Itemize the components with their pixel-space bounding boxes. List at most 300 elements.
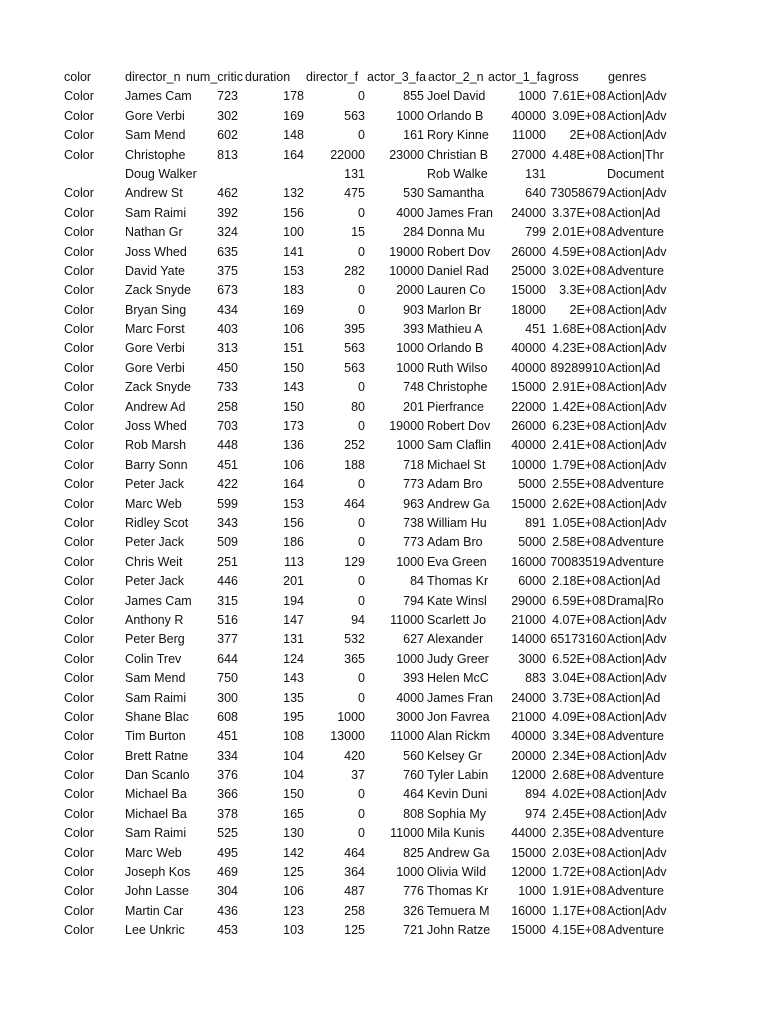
gross-cell[interactable]: 70083519 [550, 554, 606, 569]
duration-cell[interactable]: 142 [283, 845, 304, 860]
num-critic-cell[interactable]: 422 [217, 477, 238, 492]
actor-1-fb-cell[interactable]: 15000 [511, 845, 546, 860]
duration-cell[interactable]: 195 [283, 709, 304, 724]
actor-1-fb-cell[interactable]: 5000 [518, 477, 546, 492]
color-cell[interactable]: Color [64, 612, 94, 627]
num-critic-cell[interactable]: 315 [217, 593, 238, 608]
actor-2-name-cell[interactable]: Donna Mu [427, 225, 485, 240]
actor-3-fb-cell[interactable]: 464 [403, 787, 424, 802]
director-fb-cell[interactable]: 532 [344, 632, 365, 647]
color-cell[interactable]: Color [64, 554, 94, 569]
director-name-cell[interactable]: Marc Web [125, 496, 182, 511]
director-name-cell[interactable]: Andrew Ad [125, 399, 186, 414]
num-critic-cell[interactable]: 635 [217, 244, 238, 259]
header-cell-actor-1-fb[interactable]: actor_1_fa [488, 70, 548, 84]
color-cell[interactable]: Color [64, 671, 94, 686]
director-fb-cell[interactable]: 37 [351, 768, 365, 783]
genres-cell[interactable]: Adventure [607, 554, 664, 569]
color-cell[interactable]: Color [64, 496, 94, 511]
gross-cell[interactable]: 73058679 [550, 186, 606, 201]
director-name-cell[interactable]: Doug Walker [125, 166, 197, 181]
actor-3-fb-cell[interactable]: 19000 [389, 244, 424, 259]
gross-cell[interactable]: 2E+08 [569, 302, 606, 317]
gross-cell[interactable]: 4.07E+08 [552, 612, 606, 627]
actor-3-fb-cell[interactable]: 10000 [389, 263, 424, 278]
director-fb-cell[interactable]: 125 [344, 923, 365, 938]
actor-2-name-cell[interactable]: Marlon Br [427, 302, 482, 317]
actor-3-fb-cell[interactable]: 11000 [390, 612, 424, 627]
gross-cell[interactable]: 1.42E+08 [552, 399, 606, 414]
num-critic-cell[interactable]: 324 [217, 225, 238, 240]
gross-cell[interactable]: 4.09E+08 [552, 709, 606, 724]
gross-cell[interactable] [546, 165, 606, 184]
actor-3-fb-cell[interactable]: 718 [403, 457, 424, 472]
actor-2-name-cell[interactable]: John Ratze [427, 923, 491, 938]
color-cell[interactable] [64, 165, 122, 184]
director-name-cell[interactable]: Chris Weit [125, 554, 183, 569]
duration-cell[interactable]: 183 [283, 283, 304, 298]
genres-cell[interactable]: Adventure [607, 263, 664, 278]
gross-cell[interactable]: 1.79E+08 [552, 457, 606, 472]
duration-cell[interactable]: 151 [283, 341, 304, 356]
actor-2-name-cell[interactable]: Joel David [427, 89, 486, 104]
director-name-cell[interactable]: Shane Blac [125, 709, 189, 724]
num-critic-cell[interactable]: 723 [217, 89, 238, 104]
genres-cell[interactable]: Action|Ad [607, 574, 661, 589]
actor-2-name-cell[interactable]: Temuera M [427, 903, 490, 918]
director-name-cell[interactable]: David Yate [125, 263, 185, 278]
color-cell[interactable]: Color [64, 748, 94, 763]
director-fb-cell[interactable]: 0 [358, 89, 365, 104]
color-cell[interactable]: Color [64, 457, 94, 472]
actor-1-fb-cell[interactable]: 18000 [511, 302, 546, 317]
header-cell-actor-2-name[interactable]: actor_2_n [428, 70, 484, 84]
duration-cell[interactable]: 169 [283, 108, 304, 123]
num-critic-cell[interactable]: 599 [217, 496, 238, 511]
genres-cell[interactable]: Action|Adv [607, 438, 667, 453]
director-fb-cell[interactable]: 0 [358, 826, 365, 841]
director-fb-cell[interactable]: 258 [344, 903, 365, 918]
director-name-cell[interactable]: Marc Web [125, 845, 182, 860]
actor-3-fb-cell[interactable]: 855 [403, 89, 424, 104]
duration-cell[interactable]: 164 [283, 477, 304, 492]
director-name-cell[interactable]: James Cam [125, 593, 192, 608]
actor-3-fb-cell[interactable]: 738 [403, 515, 424, 530]
gross-cell[interactable]: 2.68E+08 [552, 768, 606, 783]
actor-2-name-cell[interactable]: Scarlett Jo [427, 612, 487, 627]
num-critic-cell[interactable]: 304 [217, 884, 238, 899]
director-name-cell[interactable]: Bryan Sing [125, 302, 187, 317]
actor-3-fb-cell[interactable]: 1000 [396, 865, 424, 880]
genres-cell[interactable]: Action|Adv [607, 128, 667, 143]
actor-1-fb-cell[interactable]: 40000 [511, 108, 546, 123]
actor-2-name-cell[interactable]: James Fran [427, 205, 493, 220]
actor-2-name-cell[interactable]: Pierfrance [427, 399, 484, 414]
actor-2-name-cell[interactable]: Orlando B [427, 108, 484, 123]
actor-1-fb-cell[interactable]: 26000 [511, 419, 546, 434]
gross-cell[interactable]: 4.23E+08 [552, 341, 606, 356]
actor-1-fb-cell[interactable]: 974 [525, 806, 546, 821]
director-name-cell[interactable]: Joseph Kos [125, 865, 191, 880]
actor-1-fb-cell[interactable]: 6000 [518, 574, 546, 589]
genres-cell[interactable]: Action|Adv [607, 186, 667, 201]
header-cell-color[interactable]: color [64, 70, 92, 84]
duration-cell[interactable]: 143 [283, 671, 304, 686]
color-cell[interactable]: Color [64, 263, 94, 278]
genres-cell[interactable]: Adventure [607, 884, 664, 899]
actor-1-fb-cell[interactable]: 22000 [511, 399, 546, 414]
header-cell-gross[interactable]: gross [548, 70, 579, 84]
gross-cell[interactable]: 2.45E+08 [552, 806, 606, 821]
director-fb-cell[interactable]: 0 [358, 380, 365, 395]
director-fb-cell[interactable]: 0 [358, 806, 365, 821]
actor-1-fb-cell[interactable]: 1000 [518, 884, 546, 899]
num-critic-cell[interactable]: 451 [217, 729, 238, 744]
genres-cell[interactable]: Action|Adv [607, 748, 667, 763]
actor-1-fb-cell[interactable]: 15000 [511, 923, 546, 938]
gross-cell[interactable]: 4.15E+08 [552, 923, 606, 938]
duration-cell[interactable]: 106 [283, 322, 304, 337]
actor-3-fb-cell[interactable]: 627 [403, 632, 424, 647]
director-name-cell[interactable]: Lee Unkric [125, 923, 185, 938]
color-cell[interactable]: Color [64, 709, 94, 724]
director-name-cell[interactable]: Sam Raimi [125, 826, 187, 841]
genres-cell[interactable]: Action|Adv [607, 419, 667, 434]
director-name-cell[interactable]: Gore Verbi [125, 360, 185, 375]
actor-3-fb-cell[interactable]: 4000 [396, 205, 424, 220]
duration-cell[interactable]: 178 [283, 89, 304, 104]
actor-1-fb-cell[interactable]: 15000 [511, 283, 546, 298]
genres-cell[interactable]: Adventure [607, 768, 664, 783]
duration-cell[interactable]: 100 [283, 225, 304, 240]
duration-cell[interactable]: 125 [283, 865, 304, 880]
num-critic-cell[interactable]: 703 [217, 419, 238, 434]
actor-1-fb-cell[interactable]: 16000 [511, 554, 546, 569]
actor-2-name-cell[interactable]: Robert Dov [427, 419, 491, 434]
color-cell[interactable]: Color [64, 380, 94, 395]
actor-3-fb-cell[interactable]: 760 [403, 768, 424, 783]
actor-2-name-cell[interactable]: William Hu [427, 515, 487, 530]
director-name-cell[interactable]: Anthony R [125, 612, 184, 627]
num-critic-cell[interactable]: 446 [217, 574, 238, 589]
duration-cell[interactable]: 201 [283, 574, 304, 589]
director-fb-cell[interactable]: 0 [358, 477, 365, 492]
actor-1-fb-cell[interactable]: 12000 [511, 768, 546, 783]
actor-3-fb-cell[interactable]: 326 [403, 903, 424, 918]
num-critic-cell[interactable]: 343 [217, 515, 238, 530]
actor-3-fb-cell[interactable]: 19000 [389, 419, 424, 434]
director-name-cell[interactable]: Rob Marsh [125, 438, 187, 453]
genres-cell[interactable]: Action|Adv [607, 651, 667, 666]
num-critic-cell[interactable]: 302 [217, 108, 238, 123]
color-cell[interactable]: Color [64, 768, 94, 783]
actor-3-fb-cell[interactable]: 3000 [396, 709, 424, 724]
num-critic-cell[interactable]: 602 [217, 128, 238, 143]
num-critic-cell[interactable]: 644 [217, 651, 238, 666]
num-critic-cell[interactable]: 378 [217, 806, 238, 821]
actor-2-name-cell[interactable]: Daniel Rad [427, 263, 489, 278]
director-fb-cell[interactable]: 0 [358, 419, 365, 434]
gross-cell[interactable]: 3.02E+08 [552, 263, 606, 278]
gross-cell[interactable]: 6.52E+08 [552, 651, 606, 666]
director-fb-cell[interactable]: 563 [344, 341, 365, 356]
duration-cell[interactable]: 103 [283, 923, 304, 938]
gross-cell[interactable]: 3.37E+08 [552, 205, 606, 220]
duration-cell[interactable]: 194 [283, 593, 304, 608]
director-fb-cell[interactable]: 395 [344, 322, 365, 337]
actor-2-name-cell[interactable]: Mila Kunis [427, 826, 485, 841]
director-name-cell[interactable]: James Cam [125, 89, 192, 104]
genres-cell[interactable]: Action|Adv [607, 322, 667, 337]
actor-2-name-cell[interactable]: Orlando B [427, 341, 484, 356]
actor-3-fb-cell[interactable]: 23000 [389, 147, 424, 162]
color-cell[interactable]: Color [64, 826, 94, 841]
director-fb-cell[interactable]: 0 [358, 205, 365, 220]
num-critic-cell[interactable] [186, 165, 238, 184]
header-cell-genres[interactable]: genres [608, 70, 647, 84]
director-name-cell[interactable]: Joss Whed [125, 419, 187, 434]
director-fb-cell[interactable]: 282 [344, 263, 365, 278]
color-cell[interactable]: Color [64, 593, 94, 608]
duration-cell[interactable]: 132 [283, 186, 304, 201]
director-name-cell[interactable]: Marc Forst [125, 322, 185, 337]
director-name-cell[interactable]: Martin Car [125, 903, 184, 918]
genres-cell[interactable]: Action|Adv [607, 709, 667, 724]
actor-1-fb-cell[interactable]: 451 [525, 322, 546, 337]
actor-2-name-cell[interactable]: Thomas Kr [427, 884, 489, 899]
duration-cell[interactable]: 136 [283, 438, 304, 453]
actor-2-name-cell[interactable]: Adam Bro [427, 477, 483, 492]
genres-cell[interactable]: Action|Adv [607, 806, 667, 821]
duration-cell[interactable]: 164 [283, 147, 304, 162]
actor-2-name-cell[interactable]: Kate Winsl [427, 593, 487, 608]
color-cell[interactable]: Color [64, 884, 94, 899]
director-fb-cell[interactable]: 475 [344, 186, 365, 201]
color-cell[interactable]: Color [64, 690, 94, 705]
actor-2-name-cell[interactable]: Mathieu A [427, 322, 483, 337]
actor-2-name-cell[interactable]: Kelsey Gr [427, 748, 482, 763]
genres-cell[interactable]: Action|Adv [607, 89, 667, 104]
gross-cell[interactable]: 4.02E+08 [552, 787, 606, 802]
num-critic-cell[interactable]: 462 [217, 186, 238, 201]
color-cell[interactable]: Color [64, 632, 94, 647]
genres-cell[interactable]: Action|Adv [607, 283, 667, 298]
director-fb-cell[interactable]: 94 [351, 612, 365, 627]
actor-1-fb-cell[interactable]: 131 [525, 166, 546, 181]
director-fb-cell[interactable]: 0 [358, 244, 365, 259]
actor-1-fb-cell[interactable]: 894 [525, 787, 546, 802]
actor-1-fb-cell[interactable]: 44000 [511, 826, 546, 841]
num-critic-cell[interactable]: 673 [217, 283, 238, 298]
director-fb-cell[interactable]: 22000 [330, 147, 365, 162]
director-fb-cell[interactable]: 464 [344, 845, 365, 860]
director-name-cell[interactable]: Gore Verbi [125, 108, 185, 123]
actor-2-name-cell[interactable]: Lauren Co [427, 283, 486, 298]
actor-2-name-cell[interactable]: Tyler Labin [427, 768, 489, 783]
duration-cell[interactable]: 186 [283, 535, 304, 550]
num-critic-cell[interactable]: 258 [217, 399, 238, 414]
actor-3-fb-cell[interactable]: 808 [403, 806, 424, 821]
actor-1-fb-cell[interactable]: 11000 [512, 128, 546, 143]
num-critic-cell[interactable]: 376 [217, 768, 238, 783]
actor-1-fb-cell[interactable]: 12000 [511, 865, 546, 880]
director-fb-cell[interactable]: 129 [344, 554, 365, 569]
genres-cell[interactable]: Action|Ad [607, 360, 661, 375]
actor-3-fb-cell[interactable]: 530 [403, 186, 424, 201]
genres-cell[interactable]: Action|Thr [607, 147, 664, 162]
director-fb-cell[interactable]: 0 [358, 283, 365, 298]
genres-cell[interactable]: Adventure [607, 729, 664, 744]
director-name-cell[interactable]: Zack Snyde [125, 380, 192, 395]
color-cell[interactable]: Color [64, 322, 94, 337]
actor-1-fb-cell[interactable]: 5000 [518, 535, 546, 550]
duration-cell[interactable]: 141 [283, 244, 304, 259]
actor-3-fb-cell[interactable]: 773 [403, 477, 424, 492]
genres-cell[interactable]: Action|Adv [607, 515, 667, 530]
actor-1-fb-cell[interactable]: 10000 [511, 457, 546, 472]
actor-1-fb-cell[interactable]: 883 [525, 671, 546, 686]
actor-2-name-cell[interactable]: Kevin Duni [427, 787, 488, 802]
actor-1-fb-cell[interactable]: 24000 [511, 205, 546, 220]
actor-2-name-cell[interactable]: Helen McC [427, 671, 489, 686]
genres-cell[interactable]: Action|Adv [607, 496, 667, 511]
director-name-cell[interactable]: Sam Raimi [125, 690, 187, 705]
actor-1-fb-cell[interactable]: 1000 [518, 89, 546, 104]
director-fb-cell[interactable]: 15 [351, 225, 365, 240]
director-name-cell[interactable]: Gore Verbi [125, 341, 185, 356]
actor-3-fb-cell[interactable]: 825 [403, 845, 424, 860]
gross-cell[interactable]: 3.09E+08 [552, 108, 606, 123]
num-critic-cell[interactable]: 525 [217, 826, 238, 841]
color-cell[interactable]: Color [64, 128, 94, 143]
gross-cell[interactable]: 2E+08 [569, 128, 606, 143]
director-name-cell[interactable]: Ridley Scot [125, 515, 189, 530]
actor-1-fb-cell[interactable]: 25000 [511, 263, 546, 278]
actor-3-fb-cell[interactable]: 1000 [396, 438, 424, 453]
duration-cell[interactable]: 123 [283, 903, 304, 918]
actor-3-fb-cell[interactable] [366, 165, 424, 184]
gross-cell[interactable]: 6.59E+08 [552, 593, 606, 608]
genres-cell[interactable]: Action|Adv [607, 108, 667, 123]
duration-cell[interactable]: 104 [283, 768, 304, 783]
genres-cell[interactable]: Action|Adv [607, 244, 667, 259]
duration-cell[interactable]: 169 [283, 302, 304, 317]
gross-cell[interactable]: 3.73E+08 [552, 690, 606, 705]
color-cell[interactable]: Color [64, 651, 94, 666]
duration-cell[interactable]: 156 [283, 515, 304, 530]
actor-3-fb-cell[interactable]: 721 [403, 923, 424, 938]
duration-cell[interactable]: 113 [284, 554, 304, 569]
actor-3-fb-cell[interactable]: 1000 [396, 108, 424, 123]
genres-cell[interactable]: Action|Adv [607, 302, 667, 317]
color-cell[interactable]: Color [64, 787, 94, 802]
actor-1-fb-cell[interactable]: 20000 [511, 748, 546, 763]
duration-cell[interactable]: 153 [283, 496, 304, 511]
actor-1-fb-cell[interactable]: 40000 [511, 438, 546, 453]
actor-1-fb-cell[interactable]: 40000 [511, 360, 546, 375]
actor-3-fb-cell[interactable]: 1000 [396, 554, 424, 569]
actor-3-fb-cell[interactable]: 748 [403, 380, 424, 395]
director-fb-cell[interactable]: 464 [344, 496, 365, 511]
actor-3-fb-cell[interactable]: 4000 [396, 690, 424, 705]
genres-cell[interactable]: Action|Adv [607, 341, 667, 356]
actor-2-name-cell[interactable]: Michael St [427, 457, 486, 472]
genres-cell[interactable]: Adventure [607, 225, 664, 240]
actor-2-name-cell[interactable]: Sophia My [427, 806, 487, 821]
actor-3-fb-cell[interactable]: 903 [403, 302, 424, 317]
gross-cell[interactable]: 1.17E+08 [552, 903, 606, 918]
genres-cell[interactable]: Action|Adv [607, 457, 667, 472]
actor-3-fb-cell[interactable]: 963 [403, 496, 424, 511]
actor-2-name-cell[interactable]: Rory Kinne [427, 128, 489, 143]
duration-cell[interactable]: 131 [283, 632, 304, 647]
actor-2-name-cell[interactable]: Robert Dov [427, 244, 491, 259]
num-critic-cell[interactable]: 434 [217, 302, 238, 317]
genres-cell[interactable]: Action|Adv [607, 787, 667, 802]
color-cell[interactable]: Color [64, 302, 94, 317]
gross-cell[interactable]: 2.91E+08 [552, 380, 606, 395]
color-cell[interactable]: Color [64, 108, 94, 123]
num-critic-cell[interactable]: 750 [217, 671, 238, 686]
actor-1-fb-cell[interactable]: 40000 [511, 341, 546, 356]
actor-2-name-cell[interactable]: Ruth Wilso [427, 360, 488, 375]
gross-cell[interactable]: 2.01E+08 [552, 225, 606, 240]
director-name-cell[interactable]: Barry Sonn [125, 457, 188, 472]
director-name-cell[interactable]: Nathan Gr [125, 225, 183, 240]
duration-cell[interactable]: 153 [283, 263, 304, 278]
duration-cell[interactable] [239, 165, 304, 184]
actor-1-fb-cell[interactable]: 24000 [511, 690, 546, 705]
actor-3-fb-cell[interactable]: 1000 [396, 651, 424, 666]
duration-cell[interactable]: 104 [283, 748, 304, 763]
director-fb-cell[interactable]: 252 [344, 438, 365, 453]
actor-2-name-cell[interactable]: Rob Walke [427, 166, 488, 181]
num-critic-cell[interactable]: 516 [217, 612, 238, 627]
num-critic-cell[interactable]: 375 [217, 263, 238, 278]
num-critic-cell[interactable]: 509 [217, 535, 238, 550]
actor-2-name-cell[interactable]: Eva Green [427, 554, 487, 569]
color-cell[interactable]: Color [64, 186, 94, 201]
actor-2-name-cell[interactable]: Jon Favrea [427, 709, 490, 724]
header-cell-duration[interactable]: duration [245, 70, 291, 84]
duration-cell[interactable]: 150 [283, 399, 304, 414]
actor-1-fb-cell[interactable]: 40000 [511, 729, 546, 744]
gross-cell[interactable]: 1.05E+08 [552, 515, 606, 530]
num-critic-cell[interactable]: 733 [217, 380, 238, 395]
actor-3-fb-cell[interactable]: 393 [403, 322, 424, 337]
actor-3-fb-cell[interactable]: 84 [410, 574, 424, 589]
actor-2-name-cell[interactable]: Olivia Wild [427, 865, 487, 880]
duration-cell[interactable]: 156 [283, 205, 304, 220]
genres-cell[interactable]: Document [607, 166, 664, 181]
genres-cell[interactable]: Drama|Ro [607, 593, 664, 608]
actor-3-fb-cell[interactable]: 794 [403, 593, 424, 608]
gross-cell[interactable]: 1.91E+08 [552, 884, 606, 899]
duration-cell[interactable]: 106 [283, 457, 304, 472]
color-cell[interactable]: Color [64, 806, 94, 821]
gross-cell[interactable]: 3.04E+08 [552, 671, 606, 686]
num-critic-cell[interactable]: 436 [217, 903, 238, 918]
director-name-cell[interactable]: Colin Trev [125, 651, 182, 666]
gross-cell[interactable]: 65173160 [550, 632, 606, 647]
director-fb-cell[interactable]: 188 [344, 457, 365, 472]
gross-cell[interactable]: 1.68E+08 [552, 322, 606, 337]
actor-2-name-cell[interactable]: Judy Greer [427, 651, 489, 666]
duration-cell[interactable]: 135 [283, 690, 304, 705]
duration-cell[interactable]: 143 [283, 380, 304, 395]
gross-cell[interactable]: 89289910 [550, 360, 606, 375]
director-name-cell[interactable]: Peter Jack [125, 535, 185, 550]
